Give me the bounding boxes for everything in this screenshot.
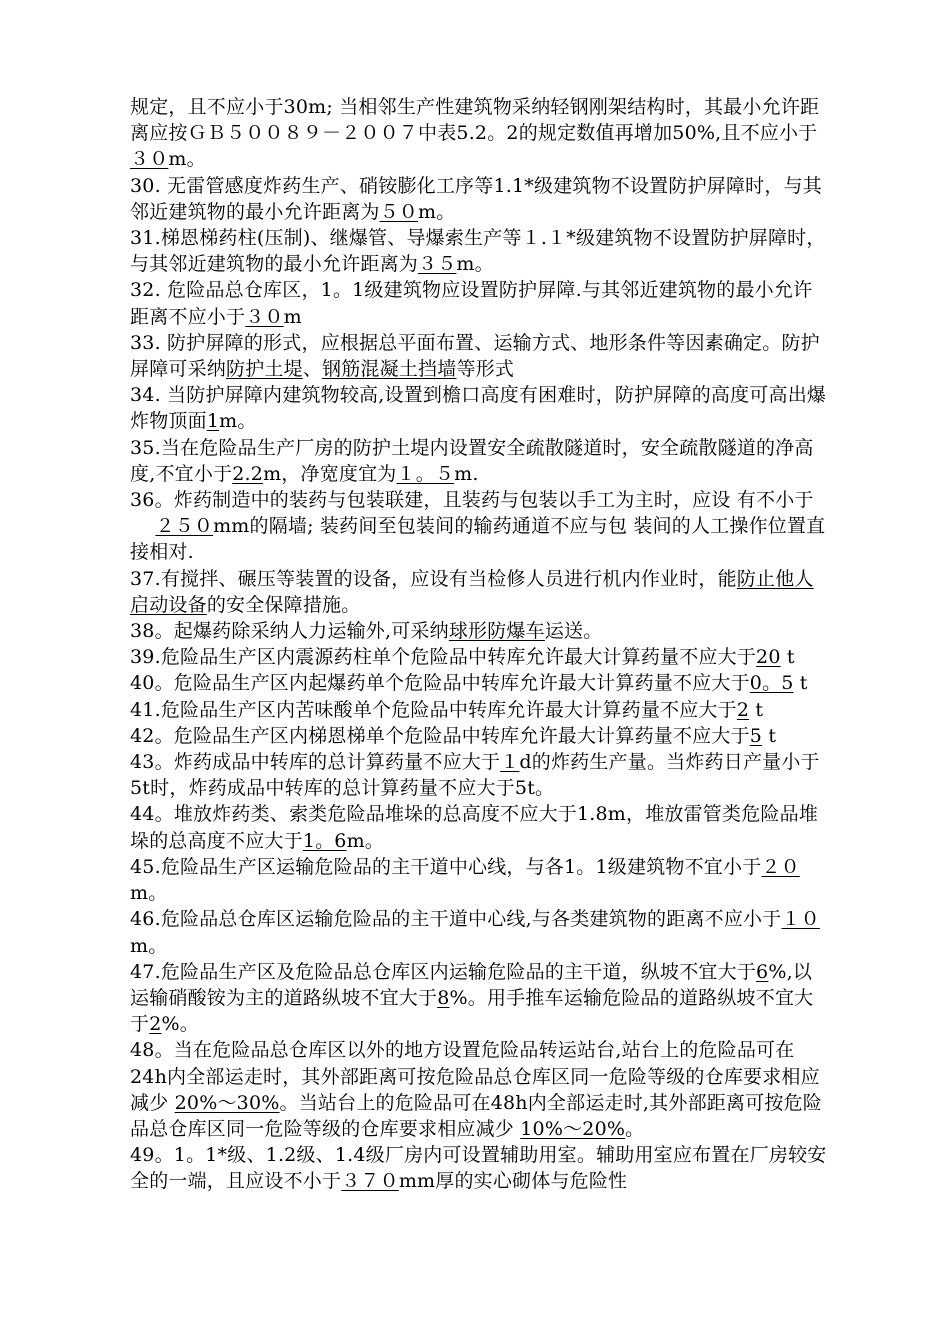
text-run: t xyxy=(780,646,795,669)
text-run: 47.危险品生产区及危险品总仓库区内运输危险品的主干道，纵坡不宜大于 xyxy=(130,960,757,983)
underlined-answer: ２０ xyxy=(761,855,800,878)
text-run: 48。当在危险品总仓库区以外的地方设置危险品转运站台,站台上的危险品可在24h内全部运走时，其外部距离可按危险品总仓库区同一危险等级的仓库要求相应减少 xyxy=(130,1039,820,1114)
text-run: 等形式 xyxy=(456,358,515,381)
underlined-answer: １。５ xyxy=(396,462,455,485)
text-run: m。 xyxy=(346,829,385,852)
underlined-answer: 钢筋混凝土挡墙 xyxy=(322,358,457,381)
text-run: 。当站台上的危险品可在48h内全部运走时,其外部距离可按危险品总仓库区同一危险等级的仓库要求相应减少 xyxy=(130,1091,822,1140)
underlined-answer: ３０ xyxy=(245,305,284,328)
document-body xyxy=(130,94,830,1195)
underlined-answer: ２５０ xyxy=(155,515,214,538)
paragraph xyxy=(130,618,830,644)
text-run: 35.当在危险品生产厂房的防护土堤内设置安全疏散隧道时，安全疏散隧道的净高度,不宜小于 xyxy=(130,436,814,485)
text-run: m。 xyxy=(418,200,456,223)
text-run: 、 xyxy=(302,358,323,381)
text-run: 30. 无雷管感度炸药生产、硝铵膨化工序等1.1*级建筑物不设置防护屏障时，与其邻近建筑物的最小允许距离为 xyxy=(130,174,822,223)
text-run: 49。1。1*级、1.2级、1.4级厂房内可设置辅助用室。辅助用室应布置在厂房较安全的一端，且应设不小于 xyxy=(130,1144,827,1193)
underlined-answer: ３７０ xyxy=(341,1170,399,1193)
underlined-answer: 6 xyxy=(756,960,769,983)
underlined-answer: 1 xyxy=(206,410,220,433)
paragraph xyxy=(130,697,830,723)
underlined-answer: １ xyxy=(500,751,520,774)
underlined-answer: 8 xyxy=(437,986,450,1009)
paragraph xyxy=(130,173,830,225)
underlined-answer: 5 xyxy=(749,724,763,747)
text-run: m，净宽度宜为 xyxy=(263,462,397,485)
text-run: 的安全保障措施。 xyxy=(206,593,361,616)
paragraph xyxy=(130,382,830,434)
paragraph xyxy=(130,644,830,670)
underlined-answer: ５０ xyxy=(379,200,419,223)
text-run: m。 xyxy=(168,148,206,171)
text-run: 37.有搅拌、碾压等装置的设备，应设有当检修人员进行机内作业时，能 xyxy=(130,567,737,590)
paragraph xyxy=(130,487,830,566)
text-run: 规定，且不应小于30m; 当相邻生产性建筑物采纳轻钢刚架结构时，其最小允许距离应按ＧＢ５００８９－２００７中表5.2。2的规定数值再增加50%,且不应小于 xyxy=(130,96,820,145)
text-run: 34. 当防护屏障内建筑物较高,设置到檐口高度有困难时，防护屏障的高度可高出爆炸物顶面 xyxy=(130,384,827,433)
underlined-answer: 20%～30% xyxy=(174,1091,280,1114)
text-run: 43。炸药成品中转库的总计算药量不应大于 xyxy=(130,751,501,774)
underlined-answer: 20 xyxy=(756,646,781,669)
underlined-answer: 球形防爆车 xyxy=(448,620,545,643)
underlined-answer: 2.2 xyxy=(232,462,264,485)
underlined-answer: ３０ xyxy=(130,148,169,171)
text-run: mm的隔墙; 装药间至包装间的输药通道不应与包 装间的人工操作位置直接相对. xyxy=(130,515,826,564)
paragraph xyxy=(130,854,830,906)
text-run: 。 xyxy=(625,1117,645,1140)
text-run: m。 xyxy=(130,882,168,905)
text-run: 42。危险品生产区内梯恩梯单个危险品中转库允许最大计算药量不应大于 xyxy=(130,724,750,747)
underlined-answer: 2 xyxy=(736,698,750,721)
underlined-answer: ３５ xyxy=(418,253,457,276)
text-run: t xyxy=(793,672,808,695)
underlined-answer: 2 xyxy=(149,1013,162,1036)
paragraph xyxy=(130,670,830,696)
text-run: d的炸药生产量。当炸药日产量小于5t时，炸药成品中转库的总计算药量不应大于5t。 xyxy=(130,751,820,800)
underlined-answer: 防护土堤 xyxy=(226,358,303,381)
text-run: mm厚的实心砌体与危险性 xyxy=(398,1170,628,1193)
text-run: 44。堆放炸药类、索类危险品堆垛的总高度不应大于1.8m，堆放雷管类危险品堆垛的总高度不应大于 xyxy=(130,803,819,852)
paragraph xyxy=(130,1037,830,1142)
underlined-answer: 防止他人启动设备 xyxy=(130,567,814,616)
text-run: %。用手推车运输危险品的道路纵坡不宜大于 xyxy=(130,986,814,1036)
paragraph xyxy=(130,225,830,277)
paragraph xyxy=(130,723,830,749)
text-run: m xyxy=(283,305,302,328)
underlined-answer: 1。6 xyxy=(302,829,347,852)
text-run: m. xyxy=(454,462,479,485)
underlined-answer: 10%～20% xyxy=(520,1117,626,1140)
underlined-answer: １０ xyxy=(781,908,820,931)
text-run: 36。炸药制造中的装药与包装联建，且装药与包装以手工为主时，应设 有不小于 xyxy=(130,489,814,538)
text-run: m。 xyxy=(219,410,257,433)
text-run: t xyxy=(749,698,764,721)
paragraph xyxy=(130,94,830,173)
paragraph xyxy=(130,801,830,853)
text-run: 39.危险品生产区内震源药柱单个危险品中转库允许最大计算药量不应大于 xyxy=(130,646,757,669)
paragraph xyxy=(130,330,830,382)
paragraph xyxy=(130,749,830,801)
text-run: t xyxy=(762,724,777,747)
text-run: 32. 危险品总仓库区，1。1级建筑物应设置防护屏障.与其邻近建筑物的最小允许距离不应小于 xyxy=(130,279,813,328)
text-run: 31.梯恩梯药柱(压制)、继爆管、导爆索生产等１.１*级建筑物不设置防护屏障时，与其邻近建筑物的最小允许距离为 xyxy=(130,227,826,276)
paragraph xyxy=(130,1142,830,1194)
text-run: 38。起爆药除采纳人力运输外,可采纳 xyxy=(130,620,449,643)
text-run: m。 xyxy=(456,253,494,276)
text-run: 41.危险品生产区内苦味酸单个危险品中转库允许最大计算药量不应大于 xyxy=(130,698,737,721)
underlined-answer: 0。5 xyxy=(749,672,794,695)
text-run: m。 xyxy=(130,934,168,957)
paragraph xyxy=(130,277,830,329)
paragraph xyxy=(130,906,830,958)
paragraph xyxy=(130,566,830,618)
text-run: 运送。 xyxy=(544,620,603,643)
text-run: 40。危险品生产区内起爆药单个危险品中转库允许最大计算药量不应大于 xyxy=(130,672,750,695)
text-run: %,以运输硝酸铵为主的道路纵坡不宜大于 xyxy=(130,960,813,1009)
paragraph xyxy=(130,435,830,487)
text-run: %。 xyxy=(161,1013,199,1036)
paragraph xyxy=(130,959,830,1038)
text-run: 45.危险品生产区运输危险品的主干道中心线，与各1。1级建筑物不宜小于 xyxy=(130,855,762,878)
text-run: 33. 防护屏障的形式，应根据总平面布置、运输方式、地形条件等因素确定。防护屏障可采纳 xyxy=(130,331,820,381)
text-run: 46.危险品总仓库区运输危险品的主干道中心线,与各类建筑物的距离不应小于 xyxy=(130,908,782,931)
